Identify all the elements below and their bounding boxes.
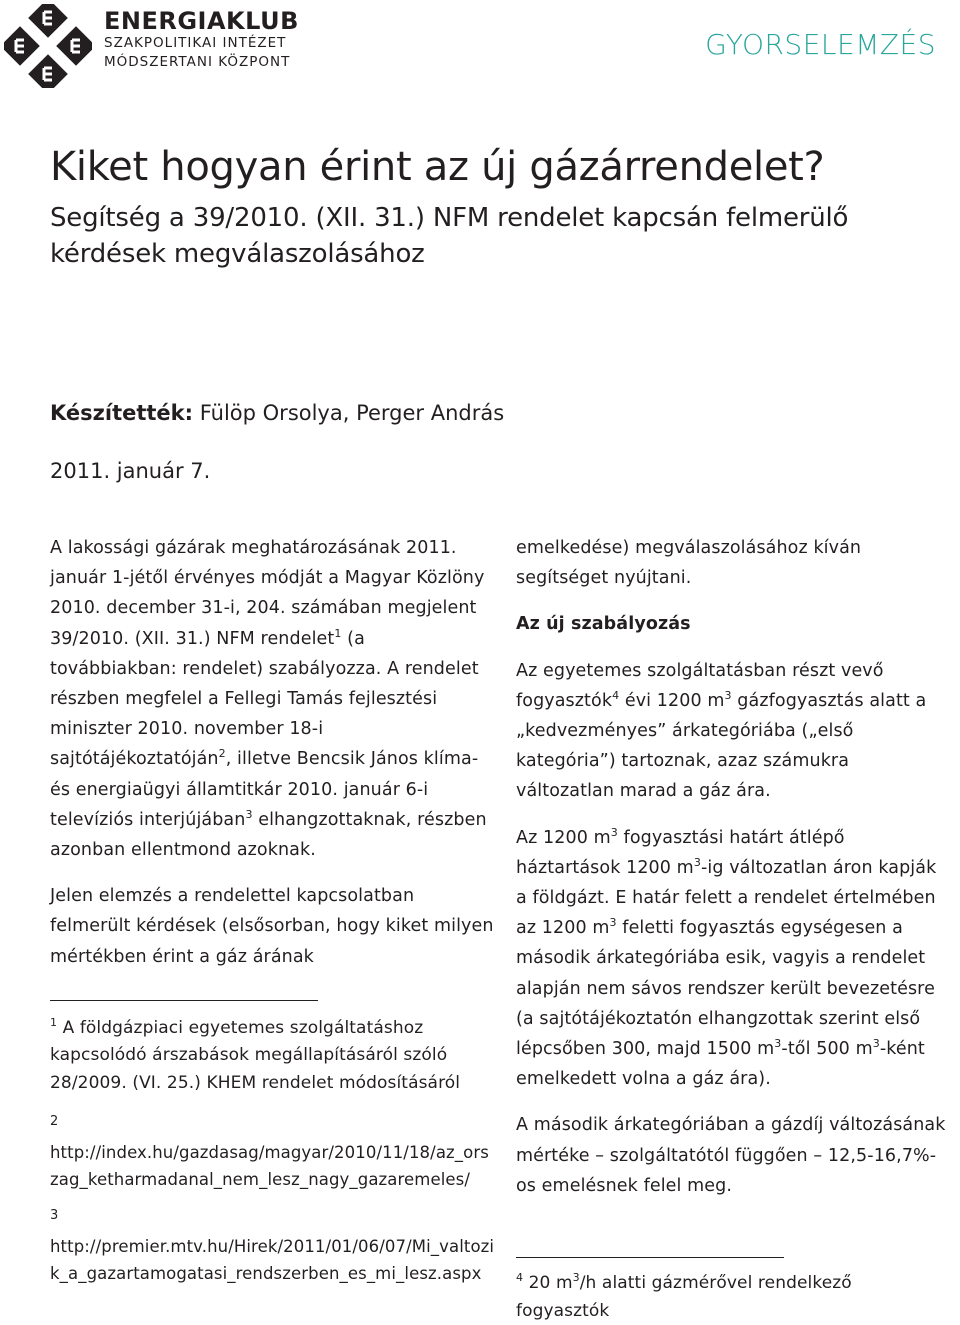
left-column bbox=[50, 533, 495, 1287]
intro-text-a: A lakossági gázárak meghatározásának 2011. január 1-jétől érvényes módját a Magyar Közlöny 2010. december 31-i, 204. számában megjelent 39/2010. (XII. 31.) NFM rendelet bbox=[50, 538, 485, 649]
threshold-text-b: fogyasztási határt átlépő háztartások 1200 m bbox=[516, 827, 845, 878]
cubic-superscript: 3 bbox=[774, 1037, 782, 1051]
page-title: Kiket hogyan érint az új gázárrendelet? bbox=[50, 144, 825, 190]
footnote-ref-2: 2 bbox=[218, 747, 226, 761]
cubic-superscript: 3 bbox=[872, 1037, 880, 1051]
cubic-superscript: 3 bbox=[609, 916, 617, 930]
category-text-a: Az egyetemes szolgáltatásban részt vevő fogyasztók bbox=[516, 660, 884, 711]
threshold-text-c: -ig változatlan áron kapják a földgázt. E határ felett a rendelet értelmében az 1200 m bbox=[516, 857, 937, 939]
intro-text-d: elhangzottaknak, részben azonban ellentmond azoknak. bbox=[50, 809, 487, 861]
right-column bbox=[516, 533, 946, 1325]
footnote-4-text-b: /h alatti gázmérővel rendelkező fogyasztók bbox=[516, 1273, 852, 1321]
authors-names: Fülöp Orsolya, Perger András bbox=[193, 401, 505, 425]
energiaklub-logo-icon bbox=[4, 4, 92, 88]
category-paragraph bbox=[516, 656, 946, 807]
brand-name: ENERGIAKLUB bbox=[104, 7, 299, 35]
page-subtitle: Segítség a 39/2010. (XII. 31.) NFM rendelet kapcsán felmerülő kérdések megválaszolásához bbox=[50, 203, 849, 269]
threshold-text-f: -ként emelkedett volna a gáz ára). bbox=[516, 1039, 925, 1090]
threshold-text-d: feletti fogyasztás egységesen a második árkategóriába esik, vagyis a rendelet alapján nem sávos rendszer került bevezetésre (a sajtótájékoztatón elhangzottak szerint első lépcsőben 300, majd 1500 m bbox=[516, 918, 935, 1060]
footnote-3-number: 3 bbox=[50, 1208, 59, 1224]
brand-subtitle-line1: SZAKPOLITIKAI INTÉZET bbox=[104, 35, 287, 51]
second-category-paragraph: A második árkategóriában a gázdíj változásának mértéke – szolgáltatótól függően – 12,5-16,7%-os emelésnek felel meg. bbox=[516, 1115, 946, 1196]
continuation-paragraph: emelkedése) megválaszolásához kíván segítséget nyújtani. bbox=[516, 538, 862, 589]
footnote-ref-1: 1 bbox=[334, 626, 342, 640]
footnote-2-number: 2 bbox=[50, 1114, 59, 1130]
brand-subtitle-line2: MÓDSZERTANI KÖZPONT bbox=[104, 54, 291, 70]
authors-line bbox=[50, 398, 504, 428]
footnote-1-number: 1 bbox=[50, 1015, 58, 1029]
brand-block bbox=[104, 8, 299, 72]
footnote-2-link[interactable]: http://index.hu/gazdasag/magyar/2010/11/18/az_orszag_ketharmadanal_nem_lesz_nagy_gazaremeles/ bbox=[50, 1143, 489, 1190]
intro-text-b: (a továbbiakban: rendelet) szabályozza. A rendelet részben megfelel a Fellegi Tamás fejlesztési miniszter 2010. november 18-i sajtótájékoztatóján bbox=[50, 628, 479, 770]
intro-paragraph bbox=[50, 533, 495, 865]
category-text-c: gázfogyasztás alatt a „kedvezményes” árkategóriába („első kategória”) tartoznak, azaz számukra változatlan marad a gáz ára. bbox=[516, 690, 927, 802]
footnote-ref-3: 3 bbox=[245, 807, 253, 821]
publication-date: 2011. január 7. bbox=[50, 459, 211, 483]
cubic-superscript: 3 bbox=[572, 1271, 580, 1285]
purpose-paragraph: Jelen elemzés a rendelettel kapcsolatban felmerült kérdések (elsősorban, hogy kiket milyen mértékben érint a gáz árának bbox=[50, 886, 494, 967]
cubic-superscript: 3 bbox=[610, 825, 618, 839]
footnote-1 bbox=[50, 1015, 495, 1098]
intro-text-c: , illetve Bencsik János klíma- és energiaügyi államtitkár 2010. január 6-i televíziós interjújában bbox=[50, 749, 479, 830]
threshold-paragraph bbox=[516, 823, 946, 1095]
cubic-superscript: 3 bbox=[693, 855, 701, 869]
footnote-4-text-a: 20 m bbox=[523, 1273, 573, 1294]
footnote-1-text: A földgázpiaci egyetemes szolgáltatáshoz kapcsolódó árszabások megállapításáról szóló 28/2009. (VI. 25.) KHEM rendelet módosításáról bbox=[50, 1017, 461, 1093]
footnote-ref-4: 4 bbox=[612, 688, 620, 702]
section-heading: Az új szabályozás bbox=[516, 614, 691, 635]
authors-label: Készítették: bbox=[50, 401, 194, 425]
threshold-text-e: -től 500 m bbox=[781, 1039, 873, 1060]
document-type-label: GYORSELEMZÉS bbox=[705, 28, 936, 61]
threshold-text-a: Az 1200 m bbox=[516, 827, 611, 848]
footnote-4-number: 4 bbox=[516, 1271, 524, 1285]
footnote-3-link[interactable]: http://premier.mtv.hu/Hirek/2011/01/06/07/Mi_valtozik_a_gazartamogatasi_rendszerben_es_mi_lesz.aspx bbox=[50, 1237, 495, 1284]
cubic-superscript: 3 bbox=[724, 688, 732, 702]
category-text-b: évi 1200 m bbox=[619, 690, 725, 711]
